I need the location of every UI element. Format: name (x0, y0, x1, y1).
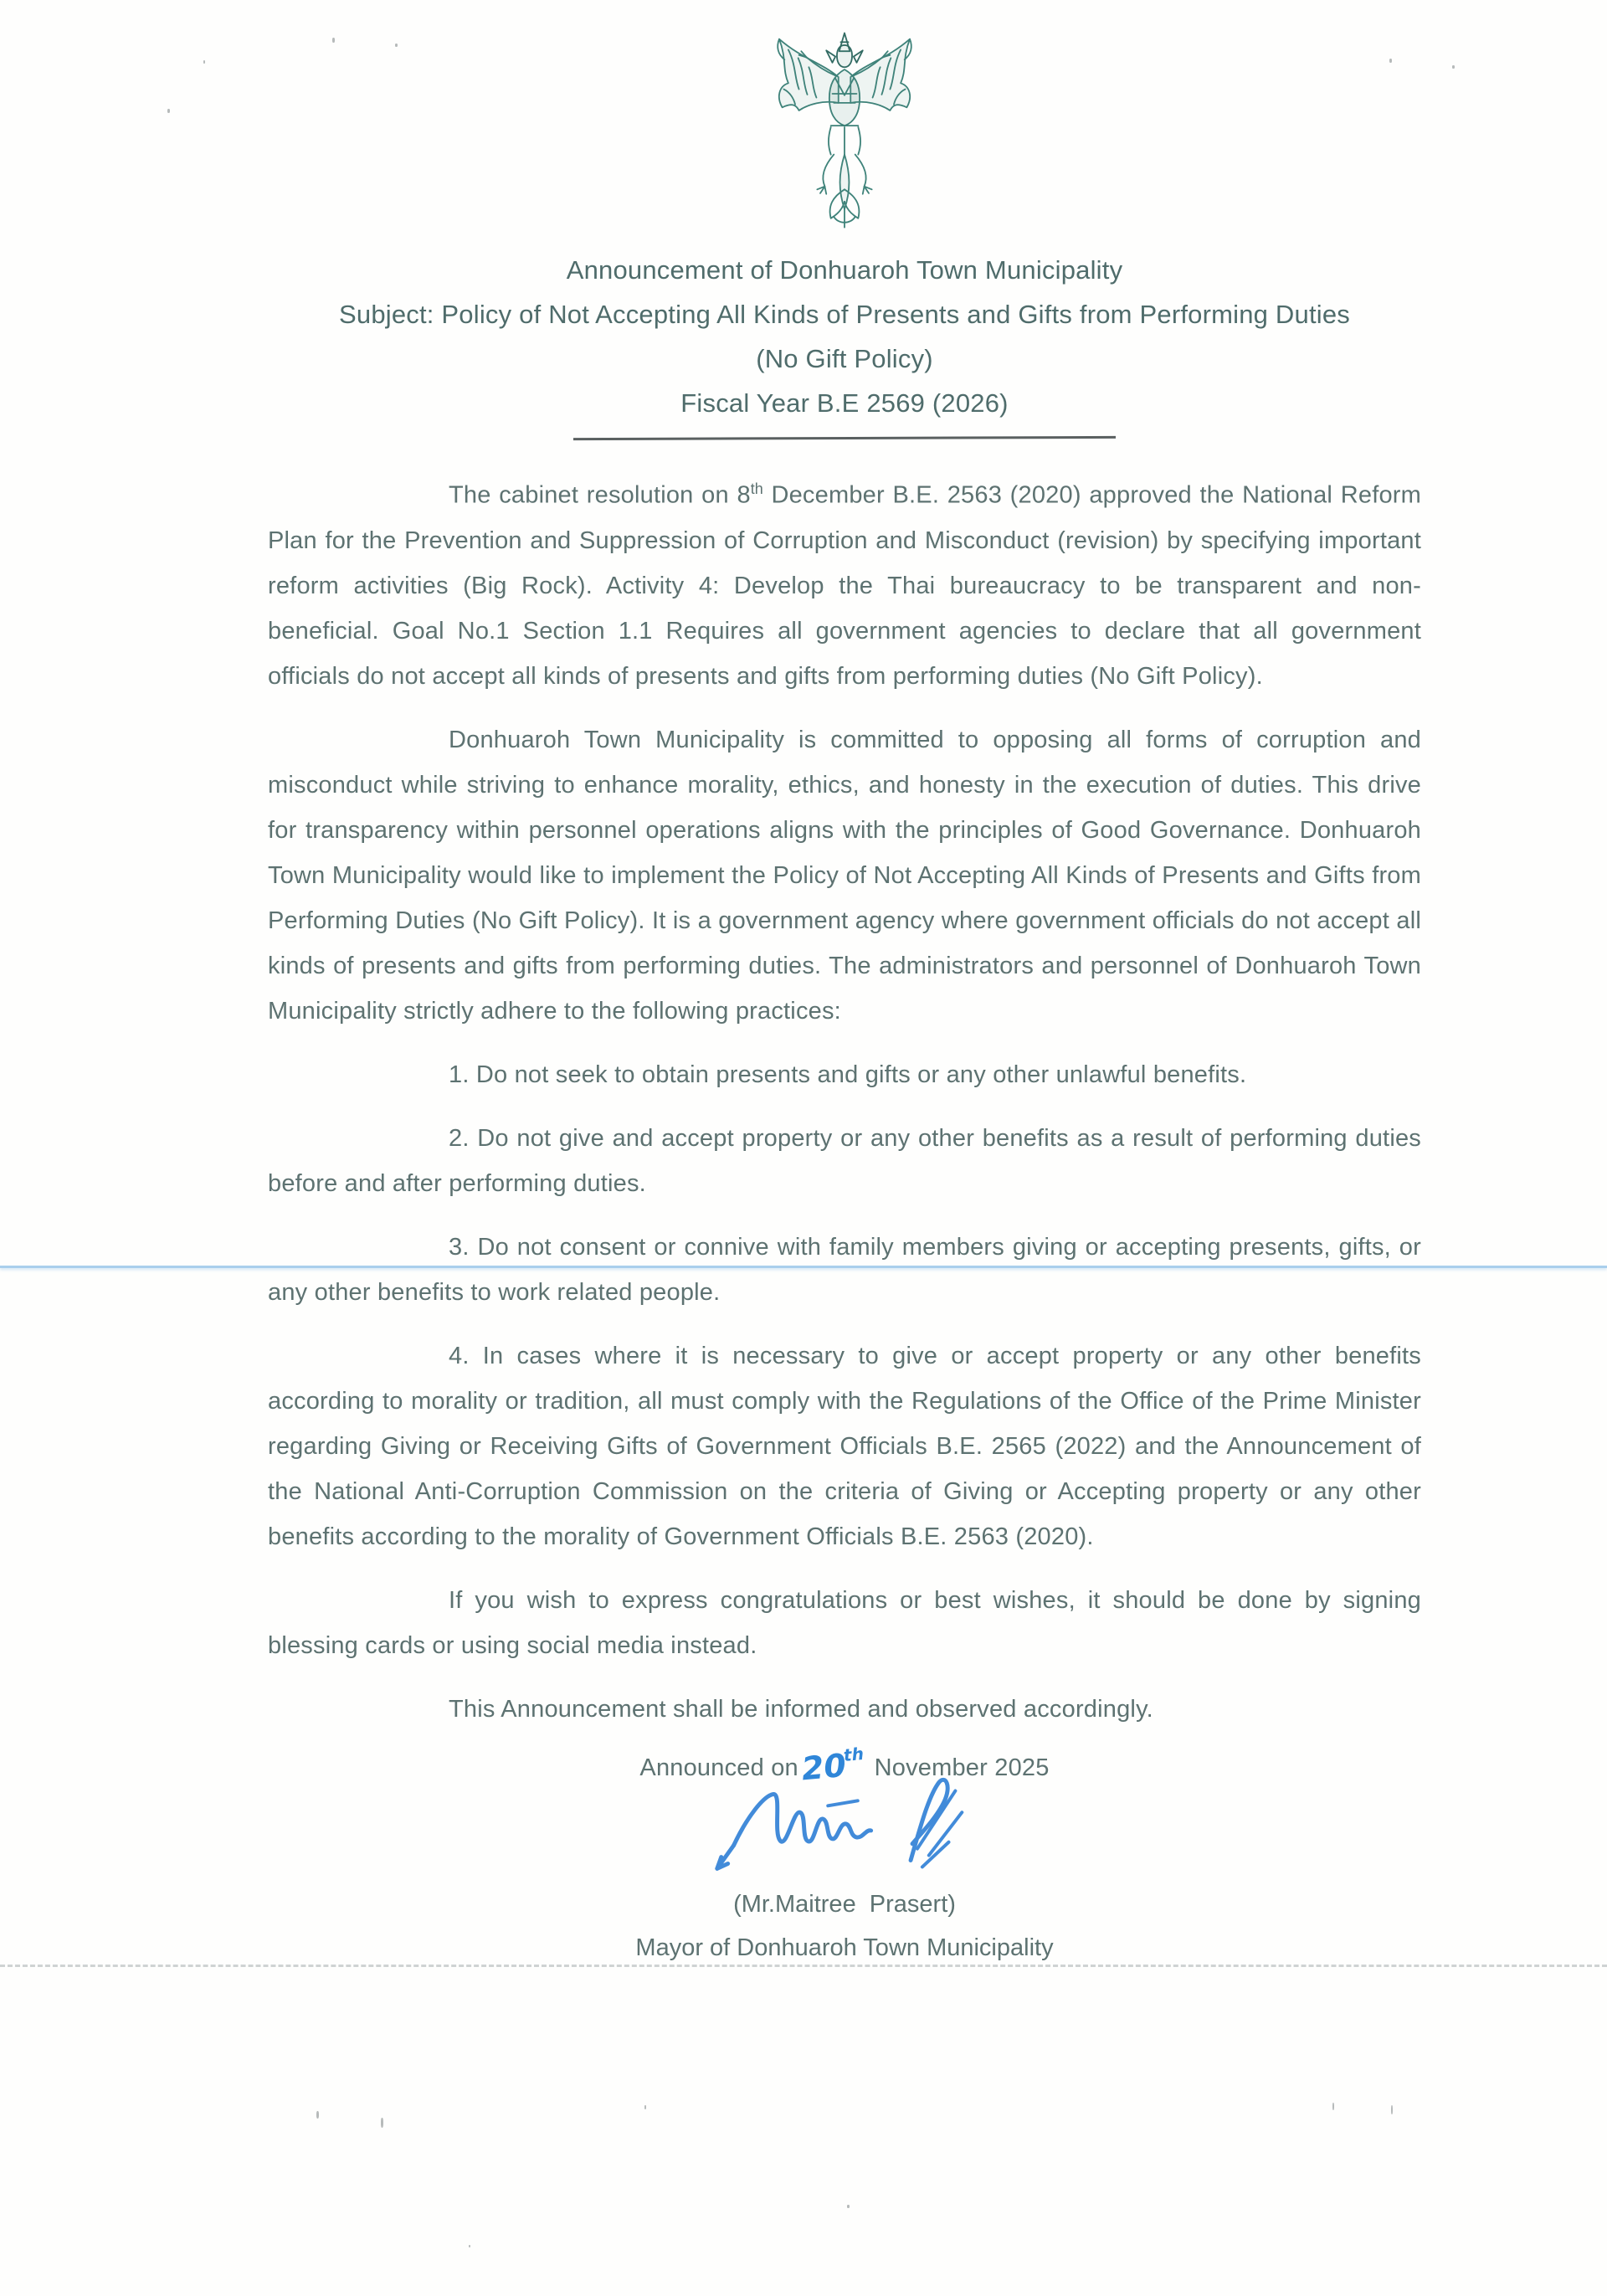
scan-artifact-blue-line (0, 1266, 1607, 1268)
scan-artifact-dashed-line (0, 1965, 1607, 1967)
date-prefix: Announced on (639, 1754, 798, 1781)
signature-ink-icon (704, 1762, 985, 1888)
paragraph-text: December B.E. 2563 (2020) approved the National Reform Plan for the Prevention and Suppression of Corruption and Misconduct (revision) by specifying important reform activities (Big Rock). Activity 4: Develop the Thai bureaucracy to be transparent and non-beneficial. Goal No.1 Section 1.1 Requires all government agencies to declare that all government officials do not accept all kinds of presents and gifts from performing duties (No Gift Policy). (268, 481, 1421, 690)
paragraph-cabinet-resolution (268, 466, 1421, 699)
document-header (268, 248, 1421, 425)
list-number: 4. (449, 1342, 470, 1369)
garuda-head (826, 33, 863, 67)
paragraph-closing: This Announcement shall be informed and observed accordingly. (449, 1695, 1153, 1723)
no-gift-policy-line: (No Gift Policy) (756, 344, 933, 373)
list-number: 3. (449, 1233, 470, 1261)
ordinal-suffix: th (750, 480, 763, 497)
list-text: Do not give and accept property or any other benefits as a result of performing duties before and after performing duties. (268, 1124, 1421, 1197)
list-number: 1. (449, 1061, 470, 1088)
signer-name: (Mr.Maitree Prasert) (733, 1890, 956, 1918)
handwritten-day-number: 20 (799, 1746, 848, 1787)
document-content (268, 0, 1421, 1970)
list-text: Do not seek to obtain presents and gifts or any other unlawful benefits. (475, 1061, 1247, 1088)
paragraph-text: The cabinet resolution on 8 (449, 481, 751, 509)
garuda-tail (830, 155, 860, 228)
subject-line: Subject: Policy of Not Accepting All Kinds of Presents and Gifts from Performing Duties (339, 300, 1350, 329)
handwritten-day-suffix: th (842, 1743, 865, 1765)
list-item-3 (268, 1225, 1421, 1315)
list-item-4 (268, 1333, 1421, 1559)
signature-block (268, 1742, 1421, 1970)
signer-title (268, 1926, 1421, 1970)
list-item-1 (268, 1052, 1421, 1097)
list-text: Do not consent or connive with family members giving or accepting presents, gifts, or any other benefits to work related people. (268, 1233, 1421, 1306)
list-number: 2. (449, 1124, 470, 1152)
signer-title-text: Mayor of Donhuaroh Town Municipality (635, 1934, 1054, 1961)
paragraph-commitment: Donhuaroh Town Municipality is committed to opposing all forms of corruption and misconduct while striving to enhance morality, ethics, and honesty in the execution of duties. This drive for transparency within personnel operations aligns with the principles of Good Governance. Donhuaroh Town Municipality would like to implement the Policy of Not Accepting All Kinds of Presents and Gifts from Performing Duties (No Gift Policy). It is a government agency where government officials do not accept all kinds of presents and gifts from performing duties. The administrators and personnel of Donhuaroh Town Municipality strictly adhere to the following practices: (268, 726, 1421, 1025)
paragraph-congratulations: If you wish to express congratulations or best wishes, it should be done by signing blessing cards or using social media instead. (268, 1586, 1421, 1659)
garuda-emblem-icon (746, 28, 943, 241)
list-item-2 (268, 1116, 1421, 1206)
date-suffix: November 2025 (874, 1754, 1050, 1781)
fiscal-year-line: Fiscal Year B.E 2569 (2026) (680, 388, 1009, 418)
announcement-title: Announcement of Donhuaroh Town Municipality (566, 255, 1123, 285)
list-text: In cases where it is necessary to give or accept property or any other benefits according to morality or tradition, all must comply with the Regulations of the Office of the Prime Minister regarding Giving or Receiving Gifts of Government Officials B.E. 2565 (2022) and the Announcement of the National Anti-Corruption Commission on the criteria of Giving or Accepting property or any other benefits according to the morality of Government Officials B.E. 2563 (2020). (268, 1342, 1421, 1550)
title-divider (573, 436, 1116, 440)
